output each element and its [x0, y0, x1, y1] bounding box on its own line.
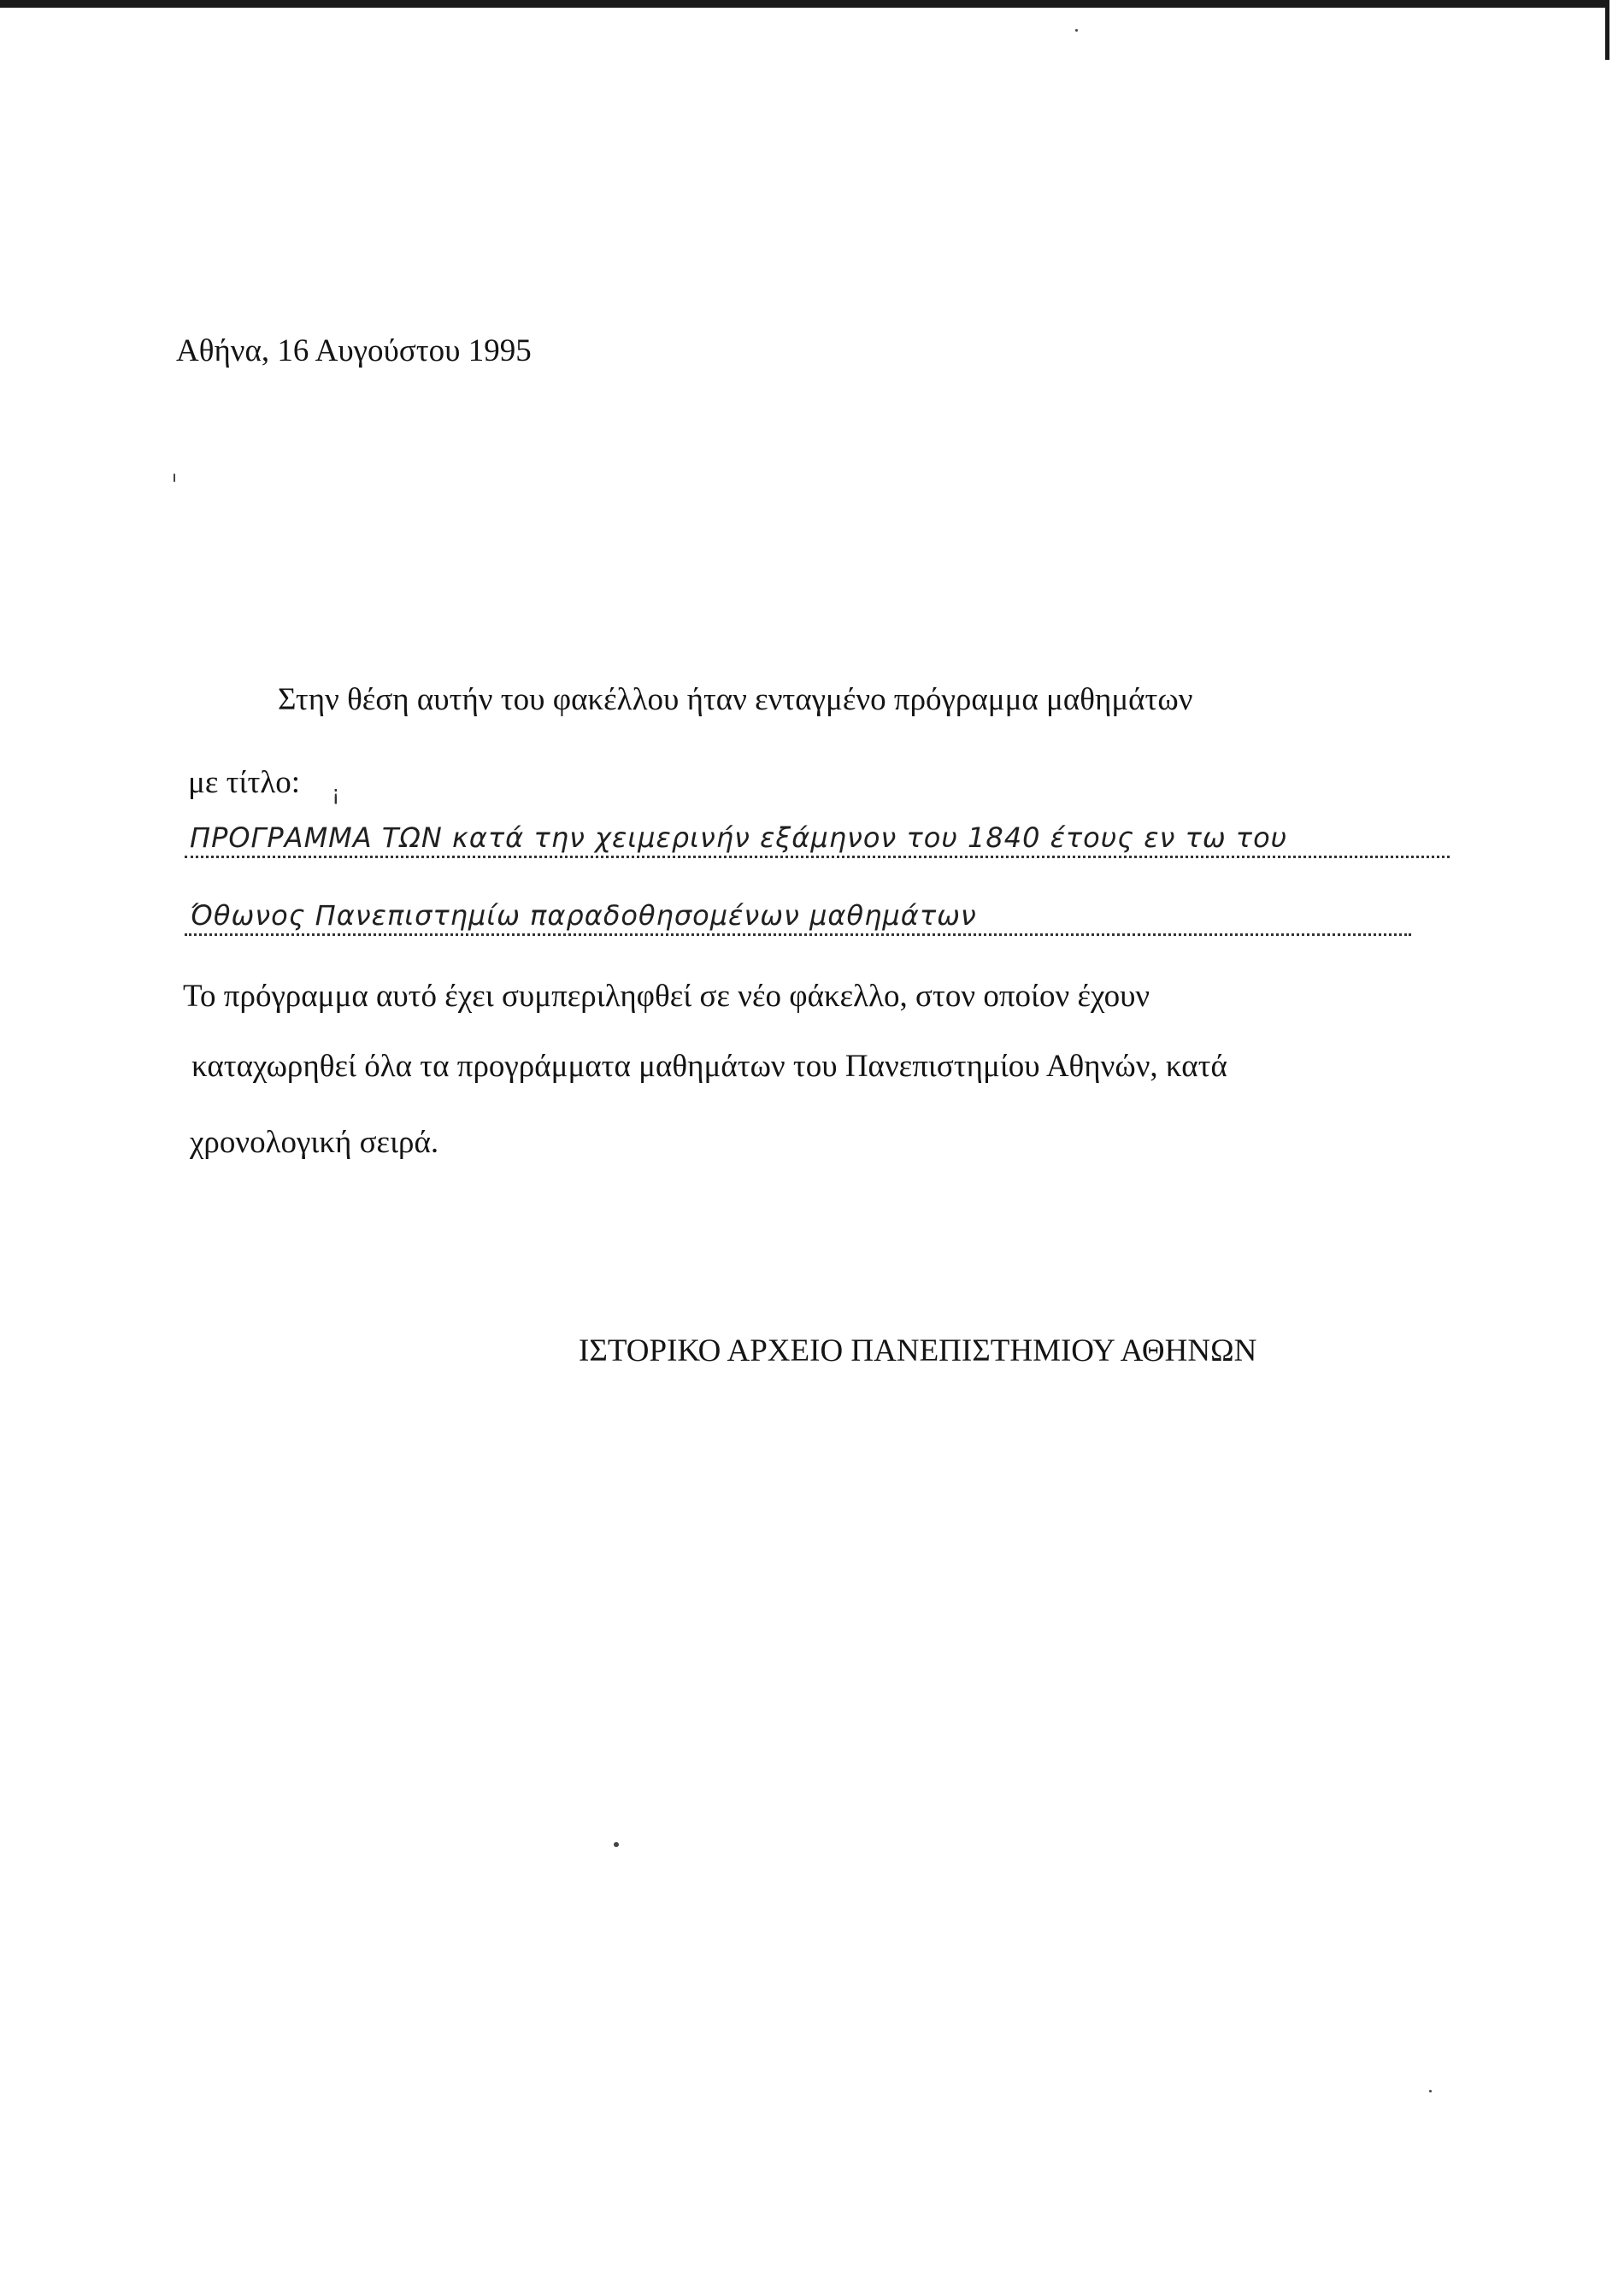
signature-line: ΙΣΤΟΡΙΚΟ ΑΡΧΕΙΟ ΠΑΝΕΠΙΣΤΗΜΙΟΥ ΑΘΗΝΩΝ: [579, 1333, 1257, 1368]
closing-line-2: καταχωρηθεί όλα τα προγράμματα μαθημάτων του Πανεπιστημίου Αθηνών, κατά: [191, 1049, 1227, 1084]
date-line: Αθήνα, 16 Αυγούστου 1995: [176, 333, 532, 368]
stray-mark: ¡: [332, 781, 340, 805]
scan-speck: [174, 474, 175, 482]
scan-speck: [1429, 2090, 1432, 2092]
closing-line-1: Το πρόγραμμα αυτό έχει συμπεριληφθεί σε νέο φάκελλο, στον οποίον έχουν: [183, 979, 1150, 1014]
scan-speck: [614, 1842, 619, 1847]
handwritten-title-line-1: [185, 816, 1450, 858]
handwritten-title-text-1: ΠΡΟΓΡΑΜΜΑ ΤΩΝ κατά την χειμερινήν εξάμηνον του 1840 έτους εν τω του: [190, 821, 1288, 854]
handwritten-title-line-2: [185, 894, 1411, 936]
closing-line-3: χρονολογική σειρά.: [190, 1125, 439, 1160]
scan-border-top: [0, 0, 1607, 8]
handwritten-title-text-2: Όθωνος Πανεπιστημίω παραδοθησομένων μαθημάτων: [190, 899, 977, 932]
paragraph-line-1: Στην θέση αυτήν του φακέλλου ήταν ενταγμένο πρόγραμμα μαθημάτων: [278, 682, 1193, 717]
scan-border-right: [1605, 0, 1609, 60]
scan-speck: [1075, 29, 1078, 32]
paragraph-line-2: με τίτλο:: [188, 765, 301, 800]
